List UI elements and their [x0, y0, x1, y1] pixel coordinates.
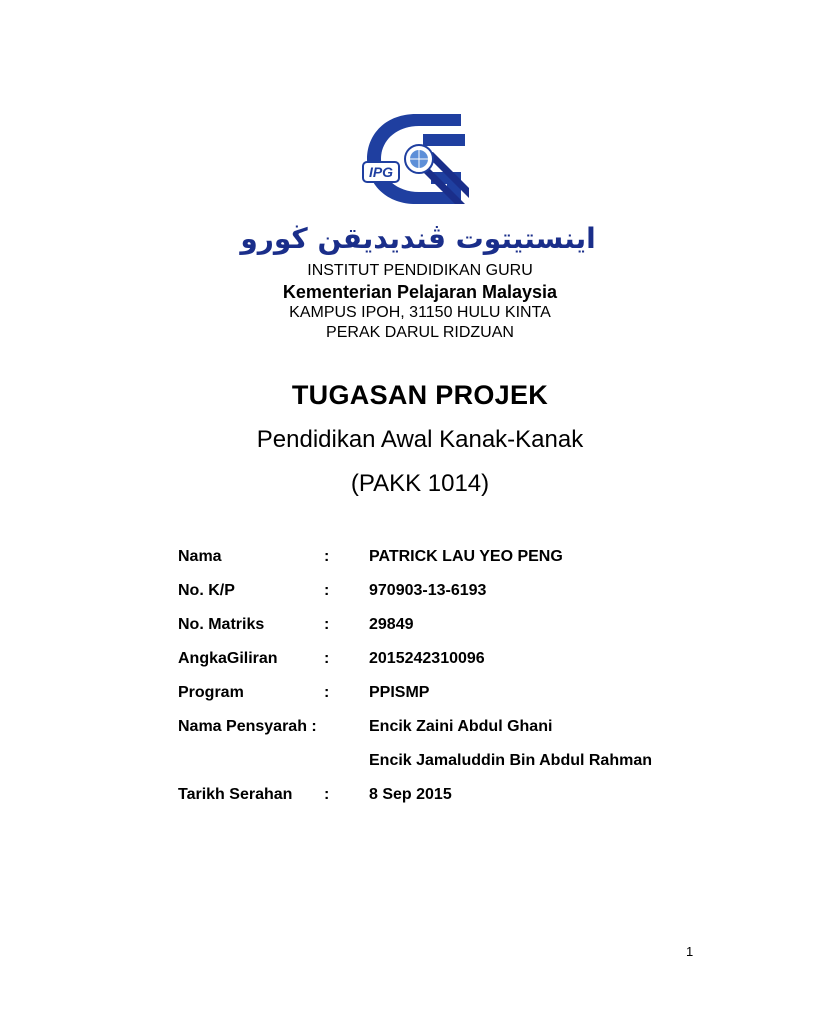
- ministry-name: Kementerian Pelajaran Malaysia: [282, 282, 558, 302]
- detail-value: 29849: [369, 616, 414, 633]
- detail-label: Nama: [178, 548, 222, 565]
- detail-label: AngkaGiliran: [178, 650, 278, 667]
- ipg-emblem-icon: [361, 112, 471, 207]
- detail-label: No. Matriks: [178, 616, 265, 633]
- detail-label: Nama Pensyarah :: [178, 718, 317, 735]
- detail-colon: :: [324, 616, 330, 633]
- page-number: 1: [686, 944, 694, 959]
- detail-label: Program: [178, 684, 244, 701]
- detail-label: Tarikh Serahan: [178, 786, 293, 803]
- detail-colon: :: [324, 786, 330, 803]
- detail-value: 970903-13-6193: [369, 582, 487, 599]
- detail-value: Encik Jamaluddin Bin Abdul Rahman: [369, 752, 652, 769]
- detail-colon: :: [324, 650, 330, 667]
- detail-colon: :: [324, 684, 330, 701]
- course-code: (PAKK 1014): [350, 470, 490, 497]
- detail-colon: :: [324, 548, 330, 565]
- detail-value: 2015242310096: [369, 650, 485, 667]
- detail-label: No. K/P: [178, 582, 235, 599]
- detail-value: PATRICK LAU YEO PENG: [369, 548, 563, 565]
- campus-address: KAMPUS IPOH, 31150 HULU KINTA: [289, 304, 551, 321]
- state-name: PERAK DARUL RIDZUAN: [326, 324, 514, 341]
- institution-name: INSTITUT PENDIDIKAN GURU: [307, 262, 533, 279]
- detail-value: 8 Sep 2015: [369, 786, 452, 803]
- jawi-logotype: [240, 212, 596, 260]
- detail-colon: :: [324, 582, 330, 599]
- detail-value: PPISMP: [369, 684, 430, 701]
- ipg-logo: [361, 112, 471, 207]
- detail-value: Encik Zaini Abdul Ghani: [369, 718, 553, 735]
- svg-text:IPG: IPG: [368, 164, 394, 180]
- page-title: TUGASAN PROJEK: [291, 380, 549, 410]
- subject-name: Pendidikan Awal Kanak-Kanak: [256, 426, 584, 453]
- svg-text:اينستيتوت ڤنديديقن ڬورو: اينستيتوت ڤنديديقن ڬورو: [240, 222, 596, 255]
